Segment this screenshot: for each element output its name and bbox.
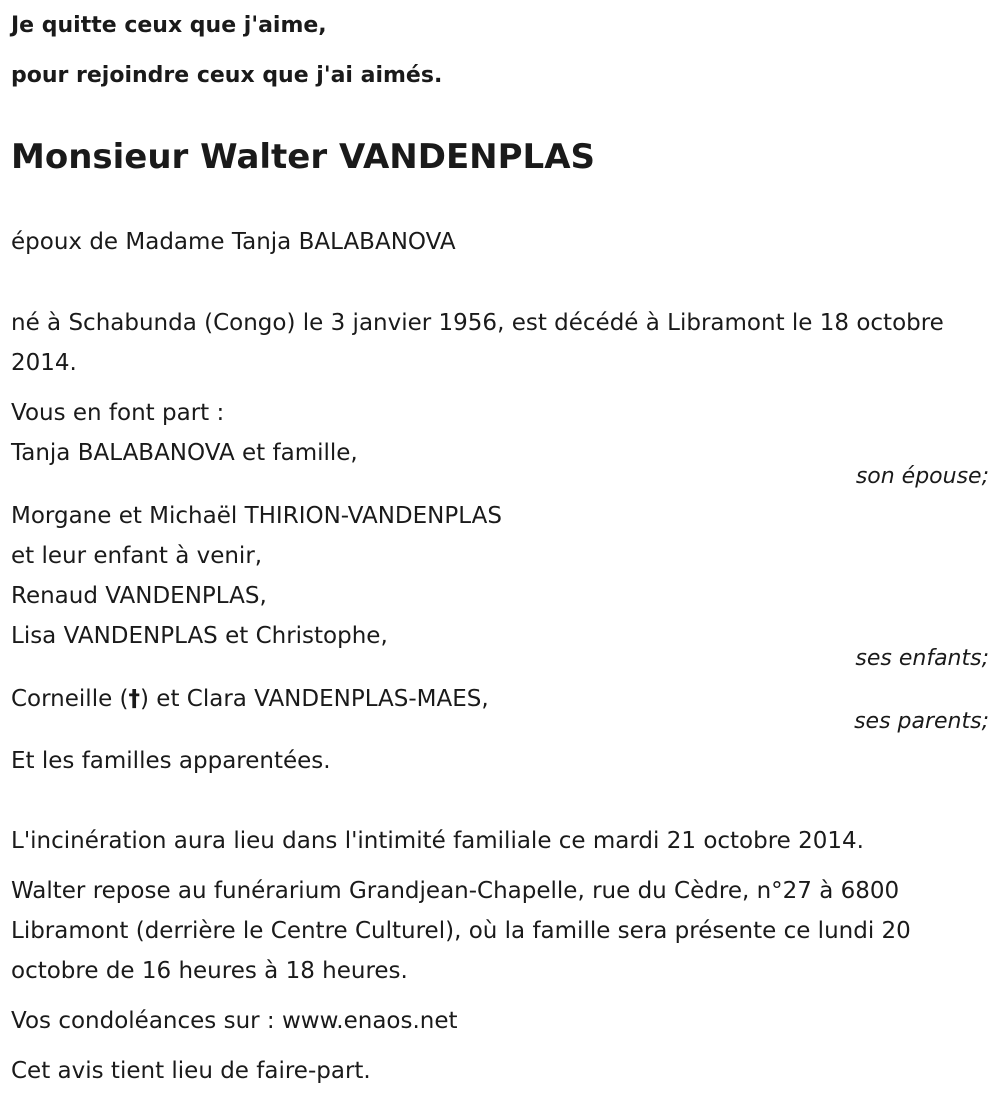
parents-text-pre: Corneille ( <box>11 686 129 712</box>
family-line-parents <box>11 679 489 719</box>
quote-line-2: pour rejoindre ceux que j'ai aimés. <box>11 63 443 88</box>
related-families: Et les familles apparentées. <box>11 748 331 774</box>
family-line-child-4: Lisa VANDENPLAS et Christophe, <box>11 623 388 649</box>
parents-text-post: ) et Clara VANDENPLAS-MAES, <box>140 686 489 712</box>
quote-line-1: Je quitte ceux que j'aime, <box>11 13 327 38</box>
family-line-child-3: Renaud VANDENPLAS, <box>11 583 267 609</box>
spouse-line: époux de Madame Tanja BALABANOVA <box>11 229 456 255</box>
family-line-spouse: Tanja BALABANOVA et famille, <box>11 440 358 466</box>
announcement-intro: Vous en font part : <box>11 400 225 426</box>
condolences-info: Vos condoléances sur : www.enaos.net <box>11 1008 458 1034</box>
birth-death-line: né à Schabunda (Congo) le 3 janvier 1956, est décédé à Libramont le 18 octobre 2014. <box>11 310 944 376</box>
cross-icon: † <box>128 686 141 712</box>
family-line-child-1: Morgane et Michaël THIRION-VANDENPLAS <box>11 503 502 529</box>
role-children: ses enfants; <box>855 646 989 671</box>
notice-info: Cet avis tient lieu de faire-part. <box>11 1058 371 1084</box>
deceased-name: Monsieur Walter VANDENPLAS <box>11 137 596 177</box>
visitation-info: Walter repose au funérarium Grandjean-Chapelle, rue du Cèdre, n°27 à 6800 Libramont (derrière le Centre Culturel), où la famille sera présente ce lundi 20 octobre de 16 heures à 18 heures. <box>11 878 911 984</box>
role-spouse: son épouse; <box>855 464 989 489</box>
family-line-child-2: et leur enfant à venir, <box>11 543 263 569</box>
cremation-info: L'incinération aura lieu dans l'intimité familiale ce mardi 21 octobre 2014. <box>11 828 864 854</box>
role-parents: ses parents; <box>854 709 989 734</box>
